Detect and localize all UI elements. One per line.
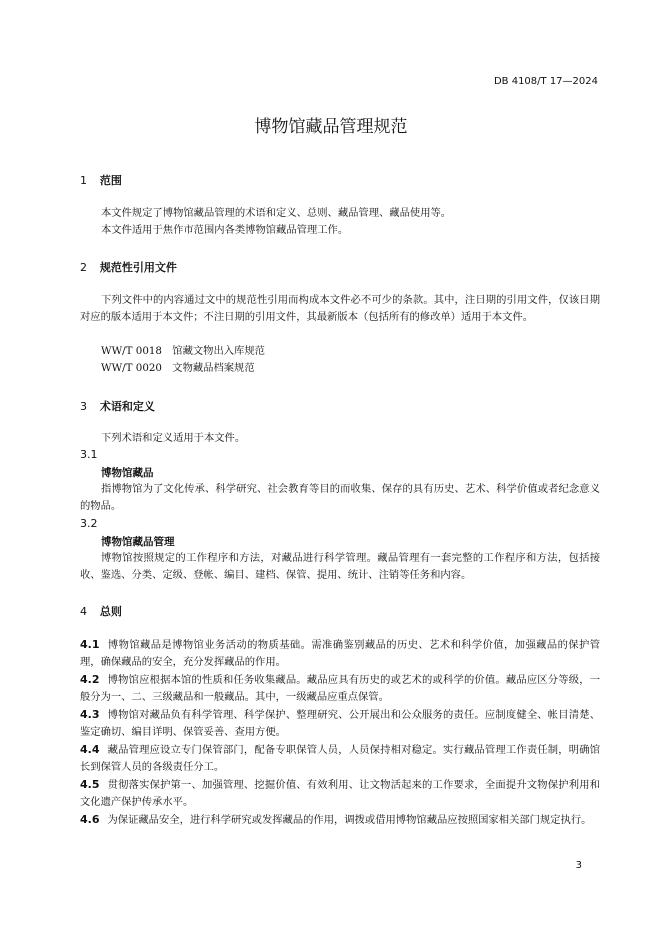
reference-item: WW/T 0018 馆藏文物出入库规范 (101, 345, 265, 357)
section-number: 3 (80, 400, 87, 413)
section-title: 术语和定义 (99, 400, 155, 413)
clause-text: 博物馆应根据本馆的性质和任务收集藏品。藏品应具有历史的或艺术的或科学的价值。藏品应区分等级，一般分为一、二、三级藏品和一般藏品。其中，一级藏品应重点保管。 (80, 674, 600, 703)
section-title: 范围 (99, 174, 122, 187)
clause (80, 671, 600, 706)
clause-number: 4.5 (80, 778, 100, 791)
clause (80, 706, 600, 741)
page-number: 3 (575, 860, 582, 871)
term-title: 博物馆藏品管理 (101, 536, 175, 548)
reference-item: WW/T 0020 文物藏品档案规范 (101, 362, 255, 374)
clause-text: 博物馆藏品是博物馆业务活动的物质基础。需准确鉴别藏品的历史、艺术和科学价值，加强藏品的保护管理，确保藏品的安全，充分发挥藏品的作用。 (80, 639, 600, 668)
section-number: 4 (80, 605, 87, 618)
term-definition: 博物馆按照规定的工作程序和方法，对藏品进行科学管理。藏品管理有一套完整的工作程序和方法，包括接收、鉴选、分类、定级、登帐、编目、建档、保管、提用、统计、注销等任务和内容。 (80, 552, 600, 581)
term-definition: 指博物馆为了文化传承、科学研究、社会教育等目的而收集、保存的具有历史、艺术、科学价值或者纪念意义的物品。 (80, 483, 600, 512)
clause-text: 贯彻落实保护第一、加强管理、挖掘价值、有效利用、让文物活起来的工作要求，全面提升文物保护利用和文化遗产保护传承水平。 (80, 779, 600, 808)
section-title: 总则 (99, 605, 122, 618)
section-3-heading (80, 398, 155, 414)
paragraph: 本文件适用于焦作市范围内各类博物馆藏品管理工作。 (101, 224, 349, 236)
standard-code: DB 4108/T 17—2024 (493, 76, 598, 87)
clause-text: 藏品管理应设立专门保管部门，配备专职保管人员，人员保持相对稳定。实行藏品管理工作责任制，明确馆长到保管人员的各级责任分工。 (80, 744, 600, 773)
document-title: 博物馆藏品管理规范 (254, 117, 408, 137)
term-number: 3.1 (80, 448, 98, 461)
clause (80, 811, 600, 829)
section-number: 2 (80, 261, 87, 274)
clause (80, 741, 600, 776)
term-number: 3.2 (80, 517, 98, 530)
clause-text: 博物馆对藏品负有科学管理、科学保护、整理研究、公开展出和公众服务的责任。应制度健全、帐目清楚、鉴定确切、编目详明、保管妥善、查用方便。 (80, 709, 600, 738)
clause-text: 为保证藏品安全，进行科学研究或发挥藏品的作用，调拨或借用博物馆藏品应按照国家相关部门规定执行。 (107, 814, 592, 826)
clause-number: 4.2 (80, 673, 100, 686)
clause (80, 776, 600, 811)
clause-number: 4.6 (80, 813, 100, 826)
clause-number: 4.4 (80, 743, 100, 756)
section-1-heading (80, 172, 122, 188)
section-number: 1 (80, 174, 87, 187)
clause-number: 4.3 (80, 708, 100, 721)
paragraph: 下列文件中的内容通过文中的规范性引用而构成本文件必不可少的条款。其中，注日期的引用文件，仅该日期对应的版本适用于本文件；不注日期的引用文件，其最新版本（包括所有的修改单）适用于本文件。 (80, 294, 600, 323)
section-title: 规范性引用文件 (99, 261, 177, 274)
section-2-heading (80, 259, 177, 275)
paragraph: 本文件规定了博物馆藏品管理的术语和定义、总则、藏品管理、藏品使用等。 (101, 207, 452, 219)
section-4-heading (80, 603, 122, 619)
clause-number: 4.1 (80, 638, 100, 651)
paragraph: 下列术语和定义适用于本文件。 (101, 432, 246, 444)
clause (80, 636, 600, 671)
term-title: 博物馆藏品 (101, 467, 154, 479)
